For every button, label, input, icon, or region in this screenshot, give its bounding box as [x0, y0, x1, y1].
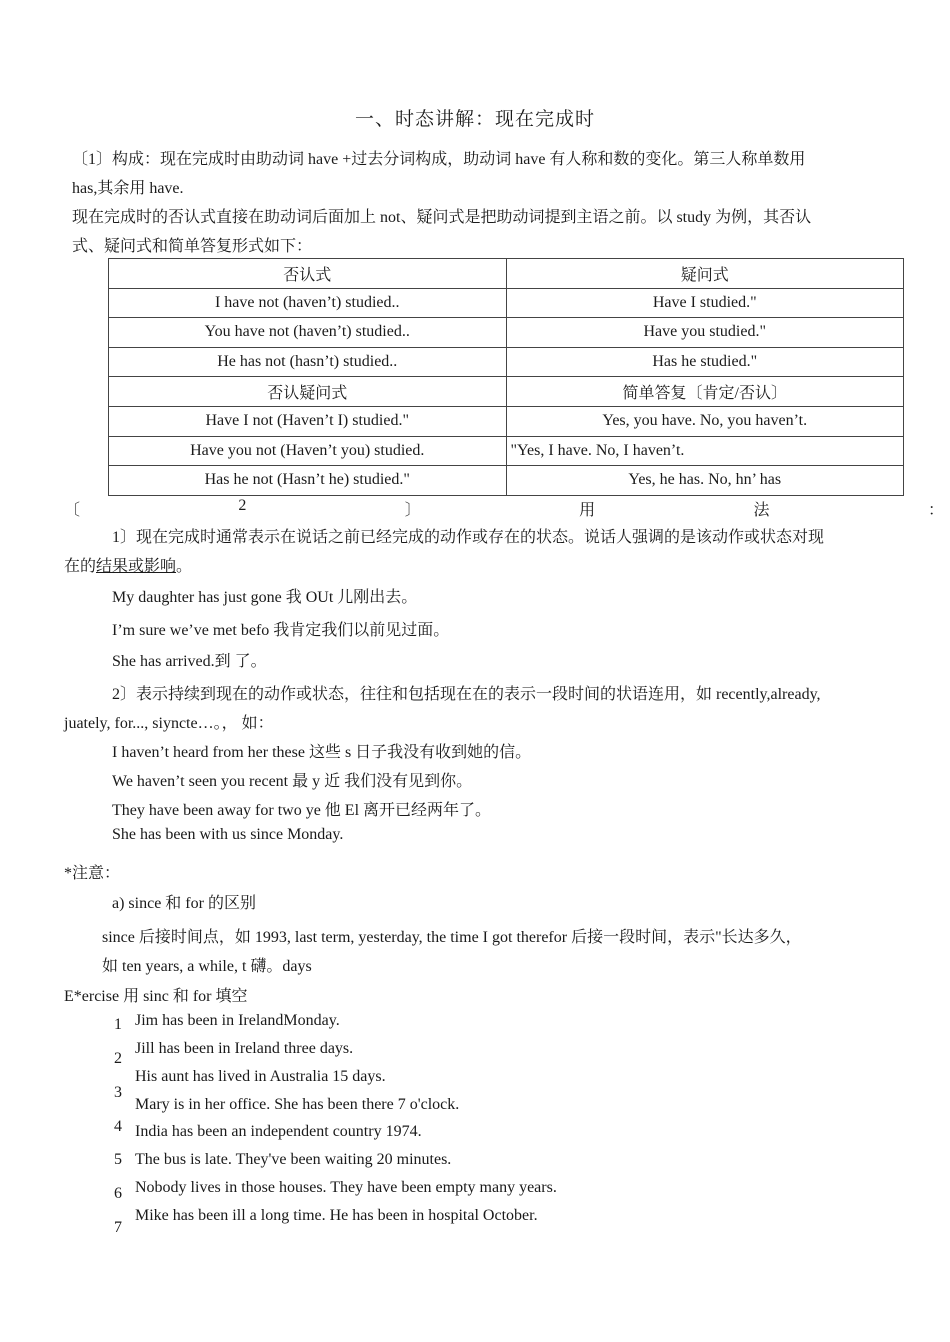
- exercise-number: 1: [114, 1016, 122, 1033]
- point2-text: 2〕表示持续到现在的动作或状态，往往和包括现在在的表示一段时间的状语连用，如 recently,already,: [112, 686, 821, 703]
- exercise-item: Jill has been in Ireland three days.: [135, 1040, 354, 1057]
- table-cell: Have you studied.": [506, 318, 904, 348]
- exercise-heading: E*ercise 用 sinc 和 for 填空: [64, 988, 248, 1005]
- table-row: [109, 259, 904, 289]
- usage-heading-part: 〕: [404, 502, 421, 519]
- table-cell: You have not (haven’t) studied..: [109, 318, 507, 348]
- table-cell: He has not (hasn’t) studied..: [109, 347, 507, 377]
- point2-text-cont: juately, for..., siyncte…。， 如：: [64, 715, 274, 732]
- example-sentence: She has arrived.到 了。: [112, 653, 267, 670]
- point1-prefix: 在的: [64, 558, 97, 575]
- table-cell: 否认式: [109, 259, 507, 289]
- point1-text: 1〕现在完成时通常表示在说话之前已经完成的动作或存在的状态。说话人强调的是该动作或状态对现: [112, 529, 825, 546]
- page-title: 一、时态讲解：现在完成时: [354, 109, 595, 130]
- exercise-number: 5: [114, 1151, 122, 1168]
- table-cell: 否认疑问式: [109, 377, 507, 407]
- point1-suffix: 。: [176, 558, 193, 575]
- table-cell: Has he studied.": [506, 347, 904, 377]
- exercise-item: India has been an independent country 1974.: [135, 1123, 422, 1140]
- usage-heading: [64, 497, 944, 520]
- exercise-number: 4: [114, 1118, 122, 1135]
- table-cell: Have you not (Haven’t you) studied.: [109, 436, 507, 466]
- note-line: 如 ten years, a while, t 礴。days: [102, 958, 312, 975]
- table-cell: Has he not (Hasn’t he) studied.": [109, 466, 507, 496]
- exercise-item: Jim has been in IrelandMonday.: [135, 1012, 340, 1029]
- usage-heading-part: 2: [238, 497, 247, 514]
- table-row: [109, 406, 904, 436]
- example-sentence: I’m sure we’ve met befo 我肯定我们以前见过面。: [112, 622, 450, 639]
- usage-heading-part: 法: [753, 502, 770, 519]
- example-sentence: I haven’t heard from her these 这些 s 日子我没有收到她的信。: [112, 744, 532, 761]
- point1-text-cont: [64, 553, 192, 576]
- usage-heading-part: ：: [927, 502, 944, 519]
- point1-underlined: 结果或影响: [96, 558, 177, 575]
- note-line: since 后接时间点，如 1993, last term, yesterday, the time I got therefor 后接一段时间，表示"长达多久，: [102, 929, 802, 946]
- exercise-number: 6: [114, 1185, 122, 1202]
- exercise-item: Mike has been ill a long time. He has been in hospital October.: [135, 1207, 538, 1224]
- intro-line-3: 现在完成时的否认式直接在助动词后面加上 not、疑问式是把助动词提到主语之前。以 study 为例，其否认: [72, 209, 812, 226]
- conjugation-table: [108, 258, 904, 496]
- exercise-item: The bus is late. They've been waiting 20 minutes.: [135, 1151, 452, 1168]
- exercise-item: Mary is in her office. She has been there 7 o'clock.: [135, 1096, 460, 1113]
- table-row: [109, 436, 904, 466]
- example-sentence: They have been away for two ye 他 El 离开已经两年了。: [112, 802, 492, 819]
- table-cell: 简单答复〔肯定/否认〕: [506, 377, 904, 407]
- example-sentence: My daughter has just gone 我 OUt 儿刚出去。: [112, 589, 418, 606]
- example-sentence: We haven’t seen you recent 最 y 近 我们没有见到你。: [112, 773, 473, 790]
- note-subheading: a) since 和 for 的区别: [112, 895, 256, 912]
- intro-line-4: 式、疑问式和简单答复形式如下：: [72, 238, 313, 255]
- table-row: [109, 318, 904, 348]
- table-row: [109, 377, 904, 407]
- intro-line-1: 〔1〕构成：现在完成时由助动词 have +过去分词构成，助动词 have 有人称和数的变化。第三人称单数用: [72, 151, 806, 168]
- table-row: [109, 347, 904, 377]
- usage-heading-part: 〔: [64, 502, 81, 519]
- table-cell: Have I studied.": [506, 288, 904, 318]
- table-cell: Have I not (Haven’t I) studied.": [109, 406, 507, 436]
- exercise-item: Nobody lives in those houses. They have been empty many years.: [135, 1179, 557, 1196]
- note-heading: *注意：: [64, 865, 121, 882]
- table-row: [109, 466, 904, 496]
- table-row: [109, 288, 904, 318]
- table-cell: Yes, he has. No, hn’ has: [506, 466, 904, 496]
- table-cell: 疑问式: [506, 259, 904, 289]
- exercise-item: His aunt has lived in Australia 15 days.: [135, 1068, 386, 1085]
- exercise-number: 2: [114, 1050, 122, 1067]
- usage-heading-part: 用: [579, 502, 596, 519]
- exercise-number: 7: [114, 1219, 122, 1236]
- table-cell: "Yes, I have. No, I haven’t.: [506, 436, 904, 466]
- intro-line-2: has,其余用 have.: [72, 180, 184, 197]
- table-cell: I have not (haven’t) studied..: [109, 288, 507, 318]
- exercise-number: 3: [114, 1084, 122, 1101]
- example-sentence: She has been with us since Monday.: [112, 826, 344, 843]
- table-cell: Yes, you have. No, you haven’t.: [506, 406, 904, 436]
